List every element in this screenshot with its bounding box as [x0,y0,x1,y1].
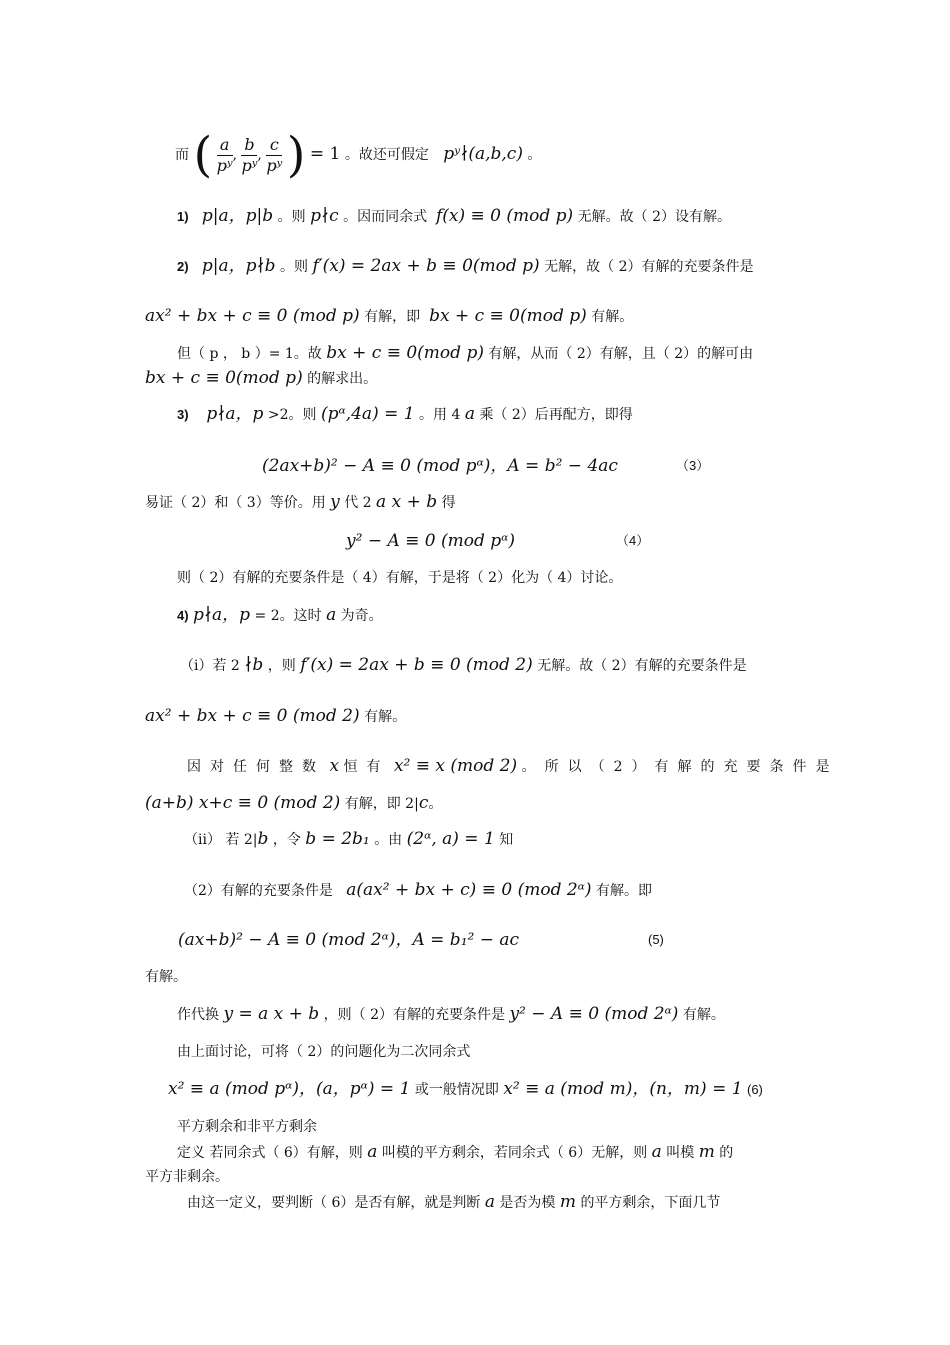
heading-text: 平方剩余和非平方剩余 [177,1119,317,1135]
text: 有解，即 [364,309,421,325]
section-heading [177,1117,317,1137]
text: 的 [719,1145,734,1161]
text: 得 [441,495,456,511]
equation-5-tag [648,930,664,950]
text: 有解。即 [596,883,652,899]
case-3-line [177,404,633,425]
paren-left: ( [193,127,213,183]
text: （2）有解的充要条件是 [184,883,333,899]
math-expression: b = 2b₁ [305,829,370,849]
case-label: 4) [177,608,189,623]
text: ，令 [272,832,301,848]
text: >2。则 [267,407,317,423]
fraction-c: $\frac{c}{\text{pʸ}}$ [266,134,283,175]
math-expression: (a+b) x+c ≡ 0 (mod 2) [145,793,341,813]
case-4ii-line [184,829,513,850]
equation-number: (5) [648,932,664,947]
math-expression: bx + c ≡ 0(mod p) [145,368,303,388]
case-label: 2) [177,259,189,274]
math-expression: (ax+b)² − A ≡ 0 (mod 2ᵅ)，A = b₁² − ac [178,930,520,950]
equation-4 [346,531,515,552]
math-expression: x [329,756,340,776]
math-expression: a [651,1142,662,1162]
text: 无解，故（ 2）有解的充要条件是 [544,259,754,275]
equation-number: （3） [676,458,710,473]
fraction-b: $\frac{b}{\text{pʸ}}$ [241,134,258,175]
text: 作代换 [177,1007,219,1023]
case-4i-line [180,655,747,676]
math-expression: bx + c ≡ 0(mod p) [429,306,587,326]
math-expression: ax² + bx + c ≡ 0 (mod 2) [145,706,360,726]
case-4ii-line-c [145,967,187,987]
math-expression: c [418,793,429,813]
case-4i-line-b [145,706,406,727]
text: 因对任何整数 [187,759,325,775]
text: ，则 [267,658,296,674]
math-expression: (2ax+b)² − A ≡ 0 (mod pᵅ)，A = b² − 4ac [262,456,618,476]
case-1-line [177,206,731,227]
definition-line [177,1142,733,1163]
text: 无解。故（ 2）有解的充要条件是 [537,658,747,674]
case-4ii-line-d [177,1004,725,1025]
math-expression: pʸ∤(a,b,c) [443,144,523,164]
equation-3-tag [676,456,709,476]
text: 而 [175,147,189,163]
text: 代 2 [344,495,372,511]
case-2-line [177,256,753,277]
text: 有解。 [364,709,407,725]
text: 易证（ 2）和（ 3）等价。用 [145,495,326,511]
case-4i-line-c [187,756,839,777]
equation-5 [178,930,519,951]
text: 。因而同余式 [343,209,428,225]
math-expression: bx + c ≡ 0(mod p) [326,343,484,363]
text: 定义 若同余式（ 6）有解，则 [177,1145,363,1161]
text: 叫模的平方剩余，若同余式（ 6）无解，则 [381,1145,648,1161]
text: 平方非剩余。 [145,1169,229,1185]
text: 恒有 [343,759,390,775]
final-line [187,1192,720,1213]
text: 则（ 2）有解的充要条件是（ 4）有解，于是将（ 2）化为（ 4）讨论。 [177,570,623,586]
math-expression: p∤a，p [206,404,264,424]
text: 无解。故（ 2）设有解。 [577,209,732,225]
math-expression: y = a x + b [223,1004,320,1024]
text: 的解求出。 [307,371,378,387]
text: 乘（ 2）后再配方，即得 [479,407,633,423]
math-expression: a [326,605,337,625]
text: 的平方剩余，下面几节 [580,1195,721,1211]
text: 由这一定义，要判断（ 6）是否有解，就是判断 [187,1195,481,1211]
text: （i）若 2 [180,658,240,674]
case-2-line-b [145,306,633,327]
text: 。则 [280,259,309,275]
text: 由上面讨论，可将（ 2）的问题化为二次同余式 [177,1044,471,1060]
definition-line-b [145,1167,229,1187]
text: 有解，即 2| [344,796,419,812]
equals-one: = 1 [309,144,341,164]
math-expression: m [559,1192,576,1212]
math-expression: y [330,492,340,512]
math-expression: p|a，p∤b [201,256,276,276]
text: 或一般情况即 [414,1082,499,1098]
text: 。 [428,796,443,812]
math-expression: p∤a，p [193,605,251,625]
case-4-line [177,605,383,626]
text: 有解。 [591,309,634,325]
text: = 2。这时 [254,608,322,624]
math-expression: m [698,1142,715,1162]
case-3-line-c [177,568,622,588]
text: （ii） 若 2| [184,832,258,848]
case-4ii-line-b [184,880,652,901]
math-expression: x² ≡ a (mod pᵅ)，(a，pᵅ) = 1 [168,1079,411,1099]
fraction-a: $\frac{a}{\text{pʸ}}$ [216,134,233,175]
case-label: 3) [177,407,189,422]
math-expression: x² ≡ x (mod 2) [393,756,518,776]
equation-number: (6) [747,1082,763,1097]
math-expression: f(x) ≡ 0 (mod p) [435,206,574,226]
text: 是否为模 [499,1195,556,1211]
text: 。则 [277,209,306,225]
case-2-line-d [145,368,377,389]
math-expression: y² − A ≡ 0 (mod pᵅ) [346,531,516,551]
equation-6 [168,1079,763,1100]
text: 有解。 [682,1007,725,1023]
intro-line: 而 ( $\frac{a}{\text{pʸ}}$ , $\frac{b}{\text{pʸ}}$ , $\frac{c}{\text{pʸ}}$ ) = 1 。故还可假定 pʸ∤(a,b,c) 。 [175,127,542,183]
text: ，则（ 2）有解的充要条件是 [323,1007,505,1023]
equation-number: （4） [616,533,650,548]
math-expression: b [257,829,269,849]
case-2-line-c [177,343,753,364]
math-expression: p∤c [310,206,339,226]
math-expression: ax² + bx + c ≡ 0 (mod p) [145,306,360,326]
paren-right: ) [286,127,306,183]
math-expression: a [484,1192,495,1212]
math-expression: (pᵅ,4a) = 1 [320,404,415,424]
text: 但（ p ， b ）= 1。故 [177,346,322,362]
math-expression: f′(x) = 2ax + b ≡ 0 (mod 2) [300,655,533,675]
math-expression: a [464,404,475,424]
math-expression: x² ≡ a (mod m)，(n，m) = 1 [503,1079,743,1099]
math-expression: a x + b [376,492,438,512]
equation-4-tag [616,531,649,551]
text: 有解。 [145,969,187,985]
text: 叫模 [666,1145,695,1161]
text: 有解，从而（ 2）有解，且（ 2）的解可由 [488,346,754,362]
equation-3 [262,456,618,477]
text: 。由 [374,832,403,848]
text: 。 [527,147,542,163]
case-3-line-b [145,492,456,513]
math-expression: ∤b [244,655,264,675]
math-expression: a(ax² + bx + c) ≡ 0 (mod 2ᵅ) [346,880,592,900]
math-expression: y² − A ≡ 0 (mod 2ᵅ) [509,1004,679,1024]
summary-line [177,1042,470,1062]
text: 知 [499,832,514,848]
case-4i-line-d [145,793,442,814]
text: 。故还可假定 [344,147,429,163]
math-expression: (2ᵅ, a) = 1 [406,829,495,849]
text: 。所以（2）有解的充要条件是 [521,759,839,775]
math-expression: f′(x) = 2ax + b ≡ 0(mod p) [312,256,540,276]
math-expression: a [367,1142,378,1162]
case-label: 1) [177,209,189,224]
text: 。用 4 [419,407,461,423]
math-expression: p|a，p|b [201,206,274,226]
text: 为奇。 [340,608,383,624]
